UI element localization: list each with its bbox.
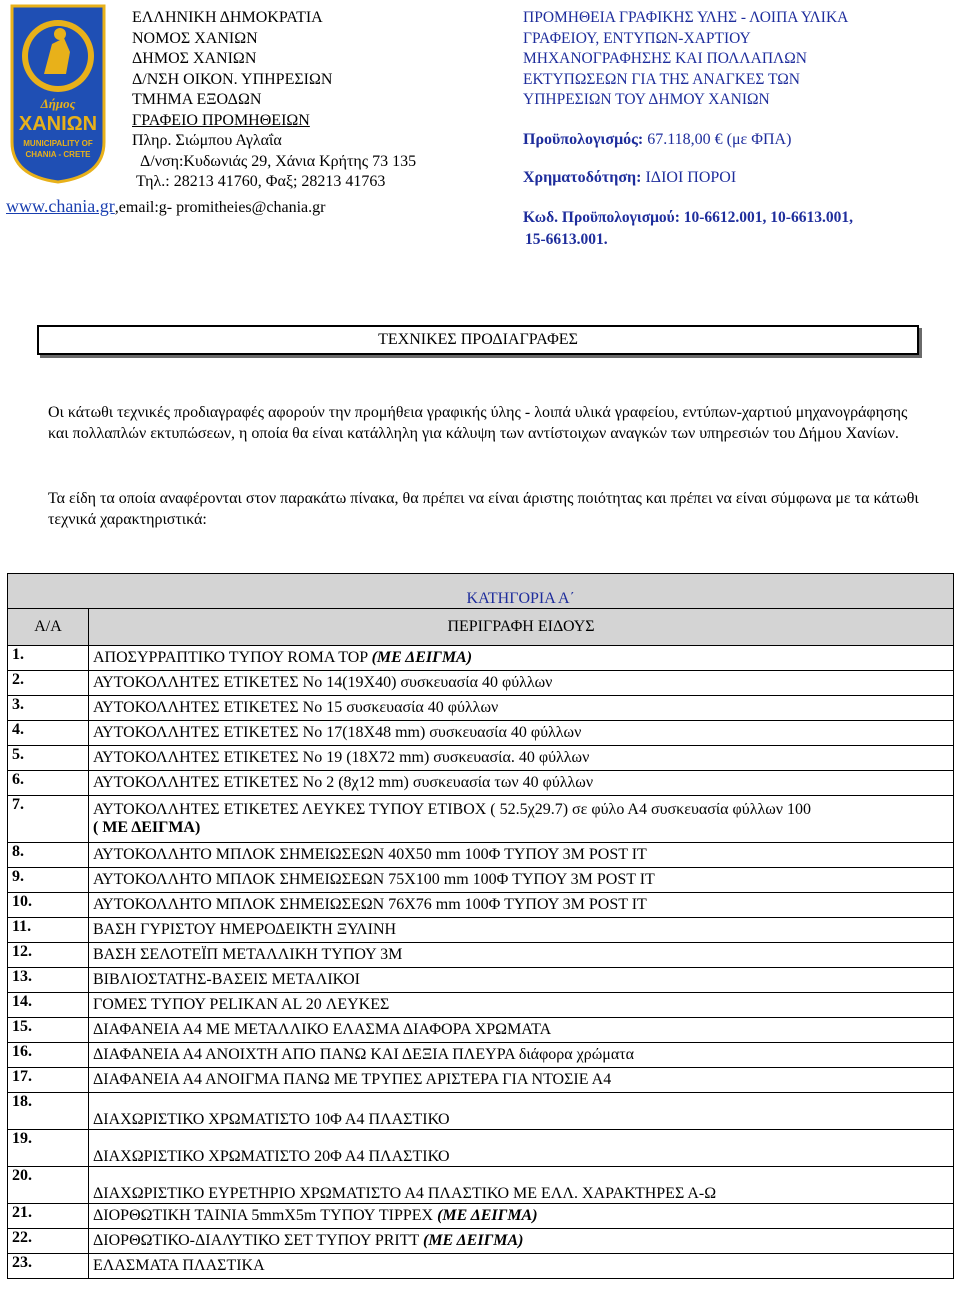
item-description <box>89 746 954 771</box>
table-row <box>8 771 954 796</box>
table-row <box>8 721 954 746</box>
item-number: 3. <box>8 696 89 721</box>
item-number: 8. <box>8 843 89 868</box>
item-description-text: ΑΠΟΣΥΡΡΑΠΤΙΚΟ ΤΥΠΟΥ ROMA TOP <box>93 649 372 666</box>
table-row <box>8 1043 954 1068</box>
item-description-text: ΔΙΑΦΑΝΕΙΑ Α4 ΑΝΟΙΓΜΑ ΠΑΝΩ ΜΕ ΤΡΥΠΕΣ ΑΡΙΣΤΕΡΑ ΓΙΑ ΝΤΟΣΙΕ Α4 <box>93 1071 612 1088</box>
funding-label: Χρηματοδότηση: <box>523 168 646 186</box>
item-description-text: ΒΑΣΗ ΣΕΛΟΤΕΪΠ ΜΕΤΑΛΛΙΚΗ ΤΥΠΟΥ 3Μ <box>93 946 403 963</box>
budget-value: 67.118,00 € (με ΦΠΑ) <box>647 130 792 148</box>
municipality-logo <box>8 4 108 184</box>
issuer-line-department: ΤΜΗΜΑ ΕΞΟΔΩΝ <box>132 91 262 108</box>
item-number: 1. <box>8 646 89 671</box>
email-text: ,email:g- promitheies@chania.gr <box>114 199 326 216</box>
table-row <box>8 1229 954 1254</box>
item-number: 19. <box>8 1130 89 1167</box>
item-number: 16. <box>8 1043 89 1068</box>
item-description <box>89 943 954 968</box>
table-row <box>8 696 954 721</box>
table-row <box>8 1018 954 1043</box>
item-number: 9. <box>8 868 89 893</box>
item-number: 22. <box>8 1229 89 1254</box>
item-description <box>89 843 954 868</box>
item-description <box>89 993 954 1018</box>
web-contact-line <box>6 196 325 217</box>
table-row <box>8 671 954 696</box>
spec-table <box>7 573 954 1279</box>
item-description <box>89 1043 954 1068</box>
table-row <box>8 746 954 771</box>
item-number: 2. <box>8 671 89 696</box>
logo-text-top: Δήμος <box>40 96 76 111</box>
item-description <box>89 1068 954 1093</box>
item-description <box>89 721 954 746</box>
item-description <box>89 1018 954 1043</box>
item-description-text: ΑΥΤΟΚΟΛΛΗΤΟ ΜΠΛΟΚ ΣΗΜΕΙΩΣΕΩΝ 76Χ76 mm 100Φ ΤΥΠΟΥ 3Μ POST IT <box>93 896 647 913</box>
item-description <box>89 1167 954 1204</box>
budget-label: Προϋπολογισμός: <box>523 130 648 148</box>
logo-text-main: ΧΑΝΙΩΝ <box>18 113 98 135</box>
item-description-text: ΑΥΤΟΚΟΛΛΗΤΕΣ ΕΤΙΚΕΤΕΣ Νο 19 (18Χ72 mm) συσκευασία. 40 φύλλων <box>93 749 590 766</box>
column-header-description: ΠΕΡΙΓΡΑΦΗ ΕΙΔΟΥΣ <box>89 609 954 646</box>
table-row <box>8 843 954 868</box>
item-number: 15. <box>8 1018 89 1043</box>
item-description-text: ΔΙΟΡΘΩΤΙΚΗ ΤΑΙΝΙΑ 5mmX5m ΤΥΠΟΥ TIPPEX <box>93 1207 438 1224</box>
issuer-line-contact-person: Πληρ. Σιώμπου Αγλαΐα <box>132 132 282 149</box>
item-number: 23. <box>8 1254 89 1279</box>
item-number: 18. <box>8 1093 89 1130</box>
table-row <box>8 796 954 843</box>
item-description-text: ΑΥΤΟΚΟΛΛΗΤΟ ΜΠΛΟΚ ΣΗΜΕΙΩΣΕΩΝ 75Χ100 mm 100Φ ΤΥΠΟΥ 3Μ POST IT <box>93 871 655 888</box>
item-number: 14. <box>8 993 89 1018</box>
item-description-text: ΔΙΑΧΩΡΙΣΤΙΚΟ ΕΥΡΕΤΗΡΙΟ ΧΡΩΜΑΤΙΣΤΟ Α4 ΠΛΑΣΤΙΚΟ ΜΕ ΕΛΛ. ΧΑΡΑΚΤΗΡΕΣ Α-Ω <box>93 1185 717 1202</box>
procurement-title-line-1: ΠΡΟΜΗΘΕΙΑ ΓΡΑΦΙΚΗΣ ΥΛΗΣ - ΛΟΙΠΑ ΥΛΙΚΑ <box>523 9 849 26</box>
item-description-text: ΓΟΜΕΣ ΤΥΠΟΥ PELIKAN AL 20 ΛΕΥΚΕΣ <box>93 996 390 1013</box>
table-row <box>8 1130 954 1167</box>
item-description <box>89 1130 954 1167</box>
category-title: ΚΑΤΗΓΟΡΙΑ Α΄ <box>89 574 954 609</box>
table-row <box>8 1204 954 1229</box>
sample-required-note: ( ΜΕ ΔΕΙΓΜΑ) <box>93 819 201 836</box>
item-description <box>89 1204 954 1229</box>
item-description <box>89 696 954 721</box>
issuer-block <box>132 8 462 193</box>
budget-code-row <box>523 207 953 251</box>
table-row <box>8 646 954 671</box>
item-description <box>89 771 954 796</box>
table-row <box>8 868 954 893</box>
item-description-text: ΔΙΟΡΘΩΤΙΚΟ-ΔΙΑΛΥΤΙΚΟ ΣΕΤ ΤΥΠΟΥ PRITT <box>93 1232 423 1249</box>
item-number: 11. <box>8 918 89 943</box>
item-number: 20. <box>8 1167 89 1204</box>
item-description-text: ΕΛΑΣΜΑΤΑ ΠΛΑΣΤΙΚΑ <box>93 1257 265 1274</box>
item-number: 10. <box>8 893 89 918</box>
quality-paragraph: Τα είδη τα οποία αναφέρονται στον παρακάτω πίνακα, θα πρέπει να είναι άριστης ποιότητας και πρέπει να είναι σύμφωνα με τα κάτωθι τεχνικά χαρακτηριστικά: <box>48 490 919 528</box>
item-description-text: ΑΥΤΟΚΟΛΛΗΤΕΣ ΕΤΙΚΕΤΕΣ Νο 15 συσκευασία 40 φύλλων <box>93 699 499 716</box>
procurement-title-line-3: ΜΗΧΑΝΟΓΡΑΦΗΣΗΣ ΚΑΙ ΠΟΛΛΑΠΛΩΝ <box>523 50 808 67</box>
issuer-line-directorate: Δ/ΝΣΗ ΟΙΚΟΝ. ΥΠΗΡΕΣΙΩΝ <box>132 70 333 88</box>
table-row <box>8 893 954 918</box>
procurement-title-line-4: ΕΚΤΥΠΩΣΕΩΝ ΓΙΑ ΤΗΣ ΑΝΑΓΚΕΣ ΤΩΝ <box>523 70 800 88</box>
item-number: 5. <box>8 746 89 771</box>
item-number: 12. <box>8 943 89 968</box>
item-description <box>89 1254 954 1279</box>
item-description-text: ΑΥΤΟΚΟΛΛΗΤΕΣ ΕΤΙΚΕΤΕΣ Νο 17(18Χ48 mm) συσκευασία 40 φύλλων <box>93 724 582 741</box>
item-description-text: ΑΥΤΟΚΟΛΛΗΤΕΣ ΕΤΙΚΕΤΕΣ Νο 14(19Χ40) συσκευασία 40 φύλλων <box>93 674 553 691</box>
issuer-line-address: Δ/νση:Κυδωνιάς 29, Χάνια Κρήτης 73 135 <box>140 152 417 170</box>
intro-paragraph: Οι κάτωθι τεχνικές προδιαγραφές αφορούν την προμήθεια γραφικής ύλης - λοιπά υλικά γραφείου, εντύπων-χαρτιού μηχανογράφησης και πολλαπλών εκτυπώσεων, η οποία θα είναι κατάλληλη για κάλυψη των αντίστοιχων αναγκών των υπηρεσιών του Δήμου Χανίων. <box>48 404 908 442</box>
item-number: 4. <box>8 721 89 746</box>
item-number: 21. <box>8 1204 89 1229</box>
crest-icon <box>8 4 108 184</box>
item-number: 7. <box>8 796 89 843</box>
issuer-line-prefecture: ΝΟΜΟΣ ΧΑΝΙΩΝ <box>132 29 258 47</box>
table-row <box>8 1254 954 1279</box>
issuer-line-municipality: ΔΗΜΟΣ ΧΑΝΙΩΝ <box>132 50 257 67</box>
issuer-line-phone: Τηλ.: 28213 41760, Φαξ; 28213 41763 <box>136 173 386 190</box>
item-description-text: ΔΙΑΦΑΝΕΙΑ Α4 ΜΕ ΜΕΤΑΛΛΙΚΟ ΕΛΑΣΜΑ ΔΙΑΦΟΡΑ ΧΡΩΜΑΤΑ <box>93 1021 552 1038</box>
item-description <box>89 918 954 943</box>
item-description-text: ΑΥΤΟΚΟΛΛΗΤΟ ΜΠΛΟΚ ΣΗΜΕΙΩΣΕΩΝ 40Χ50 mm 100Φ ΤΥΠΟΥ 3Μ POST IT <box>93 846 647 863</box>
funding-value: ΙΔΙΟΙ ΠΟΡΟΙ <box>645 168 737 186</box>
table-row <box>8 1167 954 1204</box>
item-description-text: ΒΑΣΗ ΓΥΡΙΣΤΟΥ ΗΜΕΡΟΔΕΙΚΤΗ ΞΥΛΙΝΗ <box>93 921 397 938</box>
table-row <box>8 943 954 968</box>
logo-text-sub2: CHANIA - CRETE <box>25 150 91 159</box>
issuer-line-office: ΓΡΑΦΕΙΟ ΠΡΟΜΗΘΕΙΩΝ <box>132 111 310 129</box>
sample-required-note: (ΜΕ ΔΕΙΓΜΑ) <box>371 649 473 666</box>
table-row <box>8 1093 954 1130</box>
table-row <box>8 993 954 1018</box>
logo-text-sub1: MUNICIPALITY OF <box>23 139 93 148</box>
item-description <box>89 1229 954 1254</box>
item-description-text: ΔΙΑΦΑΝΕΙΑ Α4 ΑΝΟΙΧΤΗ ΑΠΟ ΠΑΝΩ ΚΑΙ ΔΕΞΙΑ ΠΛΕΥΡΑ διάφορα χρώματα <box>93 1046 635 1063</box>
table-row <box>8 968 954 993</box>
item-description <box>89 796 954 843</box>
table-header-row <box>8 609 954 646</box>
item-description <box>89 868 954 893</box>
item-description <box>89 1093 954 1130</box>
item-description <box>89 968 954 993</box>
item-description <box>89 646 954 671</box>
item-description <box>89 671 954 696</box>
procurement-title-line-2: ΓΡΑΦΕΙΟΥ, ΕΝΤΥΠΩΝ-ΧΑΡΤΙΟΥ <box>523 29 751 47</box>
item-description-text: ΒΙΒΛΙΟΣΤΑΤΗΣ-ΒΑΣΕΙΣ ΜΕΤΑΛΙΚΟΙ <box>93 971 360 988</box>
budget-code-value-2: 15-6613.001. <box>525 230 608 248</box>
issuer-line-country: ΕΛΛΗΝΙΚΗ ΔΗΜΟΚΡΑΤΙΑ <box>132 9 323 26</box>
column-header-number: Α/Α <box>8 609 89 646</box>
budget-code-value-1: 10-6612.001, 10-6613.001, <box>683 208 853 226</box>
budget-row <box>523 131 953 149</box>
category-row <box>8 574 954 609</box>
item-description <box>89 893 954 918</box>
section-title: ΤΕΧΝΙΚΕΣ ΠΡΟΔΙΑΓΡΑΦΕΣ <box>37 325 919 355</box>
item-number: 17. <box>8 1068 89 1093</box>
table-row <box>8 1068 954 1093</box>
procurement-title-line-5: ΥΠΗΡΕΣΙΩΝ ΤΟΥ ΔΗΜΟΥ ΧΑΝΙΩΝ <box>523 91 770 108</box>
website-link[interactable]: www.chania.gr <box>6 196 115 216</box>
funding-row <box>523 169 953 187</box>
sample-required-note: (ΜΕ ΔΕΙΓΜΑ) <box>423 1232 524 1249</box>
table-row <box>8 918 954 943</box>
budget-code-label: Κωδ. Προϋπολογισμού: <box>523 208 684 226</box>
item-description-text: ΑΥΤΟΚΟΛΛΗΤΕΣ ΕΤΙΚΕΤΕΣ Νο 2 (8χ12 mm) συσκευασία των 40 φύλλων <box>93 774 594 791</box>
item-number: 6. <box>8 771 89 796</box>
procurement-info <box>523 8 953 251</box>
item-description-text: ΑΥΤΟΚΟΛΛΗΤΕΣ ΕΤΙΚΕΤΕΣ ΛΕΥΚΕΣ ΤΥΠΟΥ ΕΤΙΒΟΧ ( 52.5χ29.7) σε φύλο Α4 συσκευασία φύλλων 100 <box>93 801 811 818</box>
item-description-text: ΔΙΑΧΩΡΙΣΤΙΚΟ ΧΡΩΜΑΤΙΣΤΟ 10Φ Α4 ΠΛΑΣΤΙΚΟ <box>93 1111 450 1128</box>
item-description-text: ΔΙΑΧΩΡΙΣΤΙΚΟ ΧΡΩΜΑΤΙΣΤΟ 20Φ Α4 ΠΛΑΣΤΙΚΟ <box>93 1148 450 1165</box>
item-number: 13. <box>8 968 89 993</box>
sample-required-note: (ΜΕ ΔΕΙΓΜΑ) <box>437 1207 538 1224</box>
